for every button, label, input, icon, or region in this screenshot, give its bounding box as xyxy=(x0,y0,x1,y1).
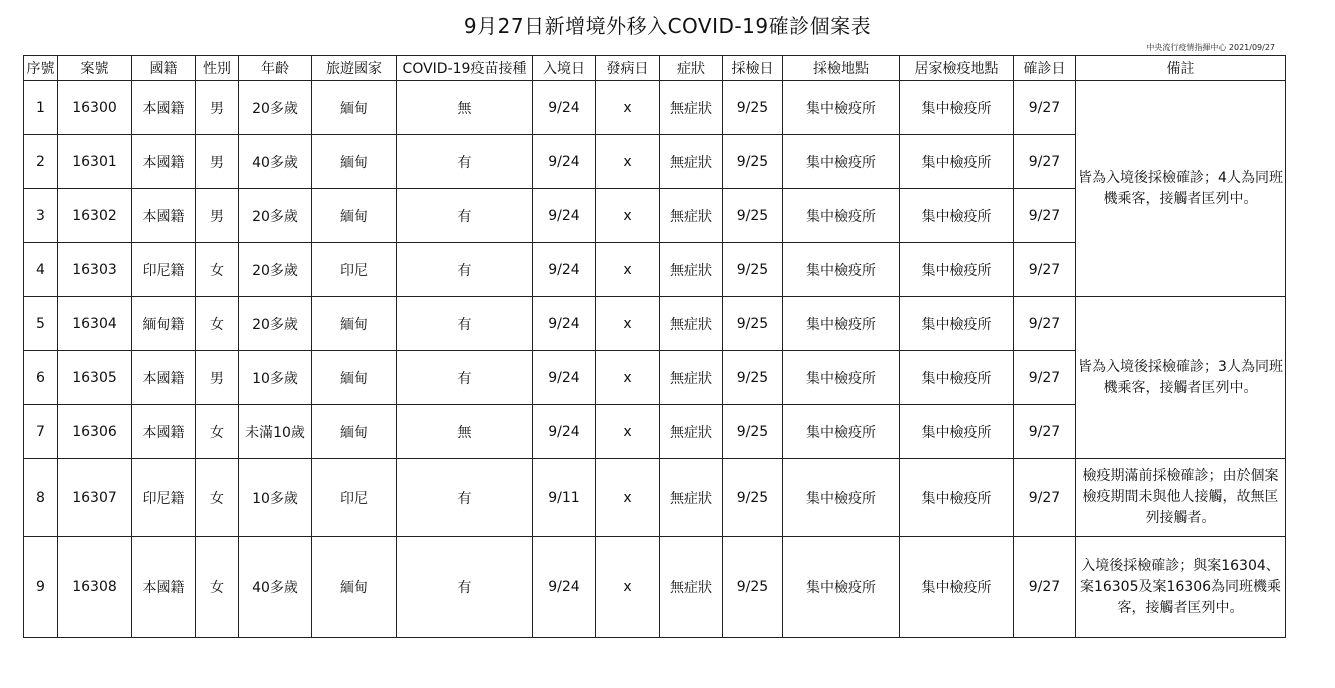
cell-nationality: 緬甸籍 xyxy=(132,297,196,351)
cell-quarantine-location: 集中檢疫所 xyxy=(900,351,1014,405)
cell-test-date: 9/25 xyxy=(723,243,783,297)
cell-vaccination: 有 xyxy=(397,189,533,243)
cell-symptoms: 無症狀 xyxy=(660,459,723,537)
cell-test-date: 9/25 xyxy=(723,81,783,135)
cell-quarantine-location: 集中檢疫所 xyxy=(900,81,1014,135)
cell-test-location: 集中檢疫所 xyxy=(783,297,900,351)
cell-onset-date: x xyxy=(596,243,660,297)
col-header-quarantine-location: 居家檢疫地點 xyxy=(900,56,1014,81)
cell-age: 20多歲 xyxy=(239,81,312,135)
table-row xyxy=(24,459,1286,537)
cell-travel-country: 印尼 xyxy=(312,459,397,537)
cell-travel-country: 緬甸 xyxy=(312,405,397,459)
cell-case-no: 16302 xyxy=(58,189,132,243)
cell-travel-country: 印尼 xyxy=(312,243,397,297)
cell-confirm-date: 9/27 xyxy=(1014,81,1076,135)
cell-test-location: 集中檢疫所 xyxy=(783,405,900,459)
cell-age: 20多歲 xyxy=(239,243,312,297)
cell-gender: 男 xyxy=(196,351,239,405)
cell-symptoms: 無症狀 xyxy=(660,537,723,638)
cell-travel-country: 緬甸 xyxy=(312,537,397,638)
cell-confirm-date: 9/27 xyxy=(1014,537,1076,638)
cell-entry-date: 9/24 xyxy=(533,189,596,243)
cell-vaccination: 有 xyxy=(397,351,533,405)
cell-test-location: 集中檢疫所 xyxy=(783,81,900,135)
cell-age: 40多歲 xyxy=(239,537,312,638)
cell-nationality: 本國籍 xyxy=(132,537,196,638)
cell-vaccination: 有 xyxy=(397,243,533,297)
cell-entry-date: 9/24 xyxy=(533,81,596,135)
col-header-seq: 序號 xyxy=(24,56,58,81)
cell-test-date: 9/25 xyxy=(723,405,783,459)
cell-test-location: 集中檢疫所 xyxy=(783,135,900,189)
cell-quarantine-location: 集中檢疫所 xyxy=(900,459,1014,537)
cell-confirm-date: 9/27 xyxy=(1014,405,1076,459)
cases-table xyxy=(23,55,1286,638)
cell-seq: 9 xyxy=(24,537,58,638)
cell-seq: 4 xyxy=(24,243,58,297)
cell-onset-date: x xyxy=(596,135,660,189)
cell-confirm-date: 9/27 xyxy=(1014,135,1076,189)
cell-remarks: 檢疫期滿前採檢確診；由於個案檢疫期間未與他人接觸，故無匡列接觸者。 xyxy=(1076,459,1286,537)
cell-gender: 女 xyxy=(196,297,239,351)
col-header-symptoms: 症狀 xyxy=(660,56,723,81)
cell-remarks: 皆為入境後採檢確診；3人為同班機乘客，接觸者匡列中。 xyxy=(1076,297,1286,459)
cell-case-no: 16303 xyxy=(58,243,132,297)
cell-quarantine-location: 集中檢疫所 xyxy=(900,135,1014,189)
cell-gender: 女 xyxy=(196,243,239,297)
cell-entry-date: 9/11 xyxy=(533,459,596,537)
cell-seq: 3 xyxy=(24,189,58,243)
cell-test-date: 9/25 xyxy=(723,537,783,638)
cell-test-location: 集中檢疫所 xyxy=(783,243,900,297)
cell-quarantine-location: 集中檢疫所 xyxy=(900,189,1014,243)
cell-vaccination: 無 xyxy=(397,81,533,135)
cell-symptoms: 無症狀 xyxy=(660,351,723,405)
col-header-confirm-date: 確診日 xyxy=(1014,56,1076,81)
cell-travel-country: 緬甸 xyxy=(312,297,397,351)
cell-age: 40多歲 xyxy=(239,135,312,189)
cell-symptoms: 無症狀 xyxy=(660,297,723,351)
col-header-vaccination: COVID-19疫苗接種 xyxy=(397,56,533,81)
cell-seq: 5 xyxy=(24,297,58,351)
cell-nationality: 印尼籍 xyxy=(132,243,196,297)
cell-test-location: 集中檢疫所 xyxy=(783,351,900,405)
cell-test-date: 9/25 xyxy=(723,459,783,537)
cell-nationality: 印尼籍 xyxy=(132,459,196,537)
cell-seq: 2 xyxy=(24,135,58,189)
col-header-gender: 性別 xyxy=(196,56,239,81)
cell-symptoms: 無症狀 xyxy=(660,81,723,135)
col-header-test-location: 採檢地點 xyxy=(783,56,900,81)
cell-case-no: 16301 xyxy=(58,135,132,189)
cell-test-date: 9/25 xyxy=(723,135,783,189)
cell-test-location: 集中檢疫所 xyxy=(783,189,900,243)
cell-quarantine-location: 集中檢疫所 xyxy=(900,405,1014,459)
cell-case-no: 16308 xyxy=(58,537,132,638)
cell-case-no: 16305 xyxy=(58,351,132,405)
cell-entry-date: 9/24 xyxy=(533,243,596,297)
cell-test-location: 集中檢疫所 xyxy=(783,537,900,638)
cell-quarantine-location: 集中檢疫所 xyxy=(900,243,1014,297)
cell-case-no: 16306 xyxy=(58,405,132,459)
cell-vaccination: 有 xyxy=(397,537,533,638)
cell-vaccination: 有 xyxy=(397,135,533,189)
cell-onset-date: x xyxy=(596,459,660,537)
cell-travel-country: 緬甸 xyxy=(312,81,397,135)
cell-gender: 女 xyxy=(196,459,239,537)
cell-vaccination: 有 xyxy=(397,297,533,351)
cell-remarks: 皆為入境後採檢確診；4人為同班機乘客，接觸者匡列中。 xyxy=(1076,81,1286,297)
cell-confirm-date: 9/27 xyxy=(1014,243,1076,297)
cell-case-no: 16300 xyxy=(58,81,132,135)
cell-remarks: 入境後採檢確診；與案16304、案16305及案16306為同班機乘客，接觸者匡列中。 xyxy=(1076,537,1286,638)
cell-age: 10多歲 xyxy=(239,351,312,405)
cell-confirm-date: 9/27 xyxy=(1014,297,1076,351)
page-title: 9月27日新增境外移入COVID-19確診個案表 xyxy=(463,14,872,38)
table-row xyxy=(24,297,1286,351)
cell-age: 20多歲 xyxy=(239,189,312,243)
cell-entry-date: 9/24 xyxy=(533,537,596,638)
cell-nationality: 本國籍 xyxy=(132,135,196,189)
source-attribution: 中央流行疫情指揮中心 2021/09/27 xyxy=(1146,43,1275,52)
cell-entry-date: 9/24 xyxy=(533,351,596,405)
cell-test-date: 9/25 xyxy=(723,189,783,243)
cell-gender: 女 xyxy=(196,405,239,459)
cell-travel-country: 緬甸 xyxy=(312,135,397,189)
cell-onset-date: x xyxy=(596,297,660,351)
cell-confirm-date: 9/27 xyxy=(1014,351,1076,405)
col-header-age: 年齡 xyxy=(239,56,312,81)
cell-test-date: 9/25 xyxy=(723,297,783,351)
cell-case-no: 16307 xyxy=(58,459,132,537)
col-header-onset-date: 發病日 xyxy=(596,56,660,81)
cell-nationality: 本國籍 xyxy=(132,81,196,135)
cell-entry-date: 9/24 xyxy=(533,297,596,351)
cell-nationality: 本國籍 xyxy=(132,351,196,405)
table-row xyxy=(24,81,1286,135)
col-header-entry-date: 入境日 xyxy=(533,56,596,81)
cell-travel-country: 緬甸 xyxy=(312,351,397,405)
cell-symptoms: 無症狀 xyxy=(660,405,723,459)
cell-onset-date: x xyxy=(596,81,660,135)
cell-symptoms: 無症狀 xyxy=(660,243,723,297)
cell-onset-date: x xyxy=(596,189,660,243)
cell-gender: 男 xyxy=(196,135,239,189)
table-row xyxy=(24,537,1286,638)
cell-symptoms: 無症狀 xyxy=(660,189,723,243)
cell-onset-date: x xyxy=(596,537,660,638)
cell-gender: 男 xyxy=(196,81,239,135)
cell-nationality: 本國籍 xyxy=(132,405,196,459)
col-header-nationality: 國籍 xyxy=(132,56,196,81)
cell-gender: 男 xyxy=(196,189,239,243)
cell-age: 未滿10歲 xyxy=(239,405,312,459)
cell-age: 10多歲 xyxy=(239,459,312,537)
cell-entry-date: 9/24 xyxy=(533,405,596,459)
cell-nationality: 本國籍 xyxy=(132,189,196,243)
cell-travel-country: 緬甸 xyxy=(312,189,397,243)
cell-symptoms: 無症狀 xyxy=(660,135,723,189)
header-row xyxy=(24,56,1286,81)
cell-test-location: 集中檢疫所 xyxy=(783,459,900,537)
cell-onset-date: x xyxy=(596,351,660,405)
cell-quarantine-location: 集中檢疫所 xyxy=(900,537,1014,638)
cell-seq: 6 xyxy=(24,351,58,405)
col-header-test-date: 採檢日 xyxy=(723,56,783,81)
col-header-case-no: 案號 xyxy=(58,56,132,81)
cell-vaccination: 有 xyxy=(397,459,533,537)
cell-onset-date: x xyxy=(596,405,660,459)
cell-age: 20多歲 xyxy=(239,297,312,351)
cell-case-no: 16304 xyxy=(58,297,132,351)
cell-seq: 1 xyxy=(24,81,58,135)
cell-quarantine-location: 集中檢疫所 xyxy=(900,297,1014,351)
cell-gender: 女 xyxy=(196,537,239,638)
cell-vaccination: 無 xyxy=(397,405,533,459)
col-header-remarks: 備註 xyxy=(1076,56,1286,81)
col-header-travel-country: 旅遊國家 xyxy=(312,56,397,81)
cell-seq: 8 xyxy=(24,459,58,537)
cell-seq: 7 xyxy=(24,405,58,459)
cell-confirm-date: 9/27 xyxy=(1014,189,1076,243)
cell-entry-date: 9/24 xyxy=(533,135,596,189)
cell-confirm-date: 9/27 xyxy=(1014,459,1076,537)
cell-test-date: 9/25 xyxy=(723,351,783,405)
